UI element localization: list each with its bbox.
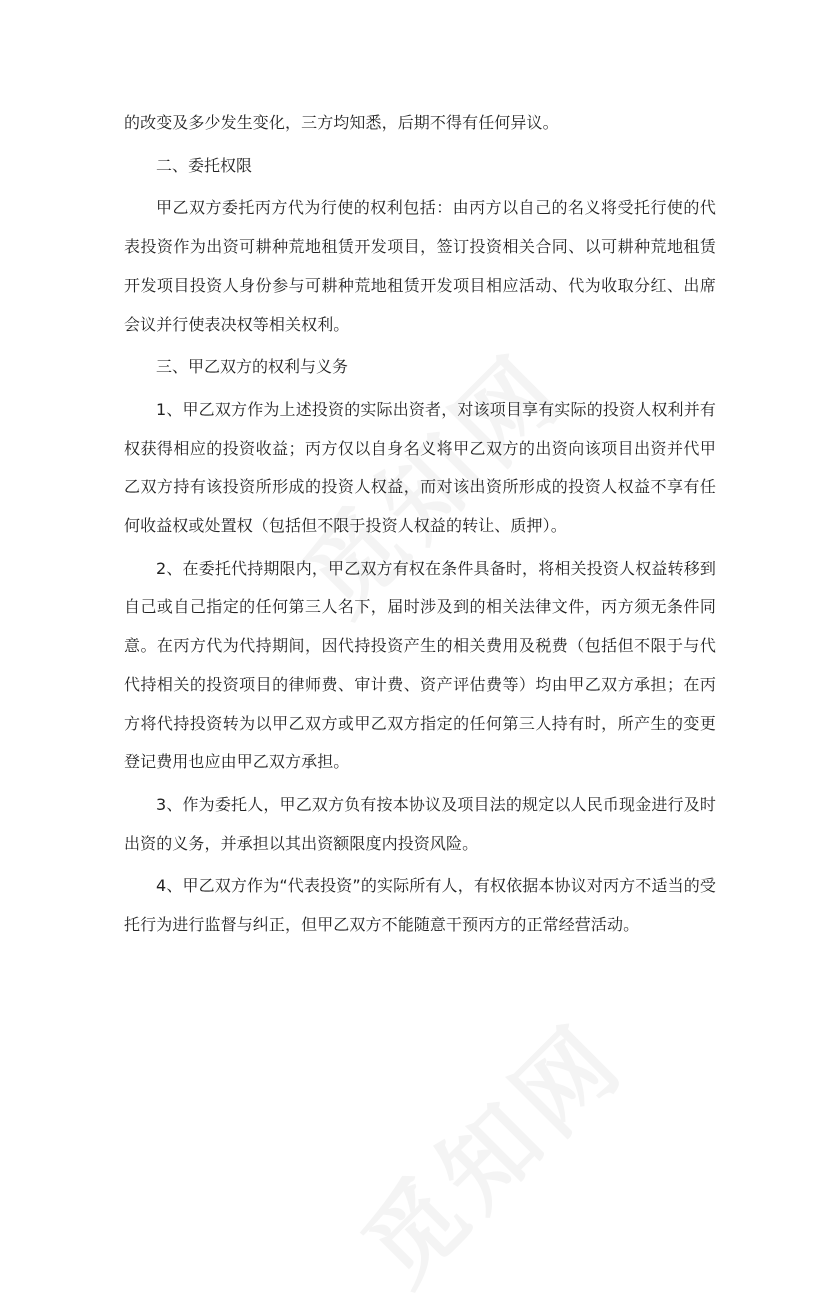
paragraph: 1、甲乙双方作为上述投资的实际出资者，对该项目享有实际的投资人权利并有权获得相应的投资收益；丙方仅以自身名义将甲乙双方的出资向该项目出资并代甲乙双方持有该投资所形成的投资人权益，而对该出资所形成的投资人权益不享有任何收益权或处置权（包括但不限于投资人权益的转让、质押）。 xyxy=(124,399,716,536)
watermark xyxy=(328,988,650,1309)
section-heading: 三、甲乙双方的权利与义务 xyxy=(156,357,349,377)
paragraph: 3、作为委托人，甲乙双方负有按本协议及项目法的规定以人民币现金进行及时出资的义务，并承担以其出资额限度内投资风险。 xyxy=(124,794,716,853)
paragraph: 的改变及多少发生变化，三方均知悉，后期不得有任何异议。 xyxy=(124,113,559,132)
paragraph: 2、在委托代持期限内，甲乙双方有权在条件具备时，将相关投资人权益转移到自己或自己指定的任何第三人名下，届时涉及到的相关法律文件，丙方须无条件同意。在丙方代为代持期间，因代持投资产生的相关费用及税费（包括但不限于与代代持相关的投资项目的律师费、审计费、资产评估费等）均由甲乙双方承担；在丙方将代持投资转为以甲乙双方或甲乙双方指定的任何第三人持有时，所产生的变更登记费用也应由甲乙双方承担。 xyxy=(124,558,716,772)
paragraph: 4、甲乙双方作为“代表投资”的实际所有人，有权依据本协议对丙方不适当的受托行为进行监督与纠正，但甲乙双方不能随意干预丙方的正常经营活动。 xyxy=(124,876,716,935)
document-body xyxy=(124,104,716,949)
section-heading: 二、委托权限 xyxy=(156,155,253,175)
paragraph: 甲乙双方委托丙方代为行使的权利包括：由丙方以自己的名义将受托行使的代表投资作为出资可耕种荒地租赁开发项目，签订投资相关合同、以可耕种荒地租赁开发项目投资人身份参与可耕种荒地租赁开发项目相应活动、代为收取分红、出席会议并行使表决权等相关权利。 xyxy=(124,198,716,334)
